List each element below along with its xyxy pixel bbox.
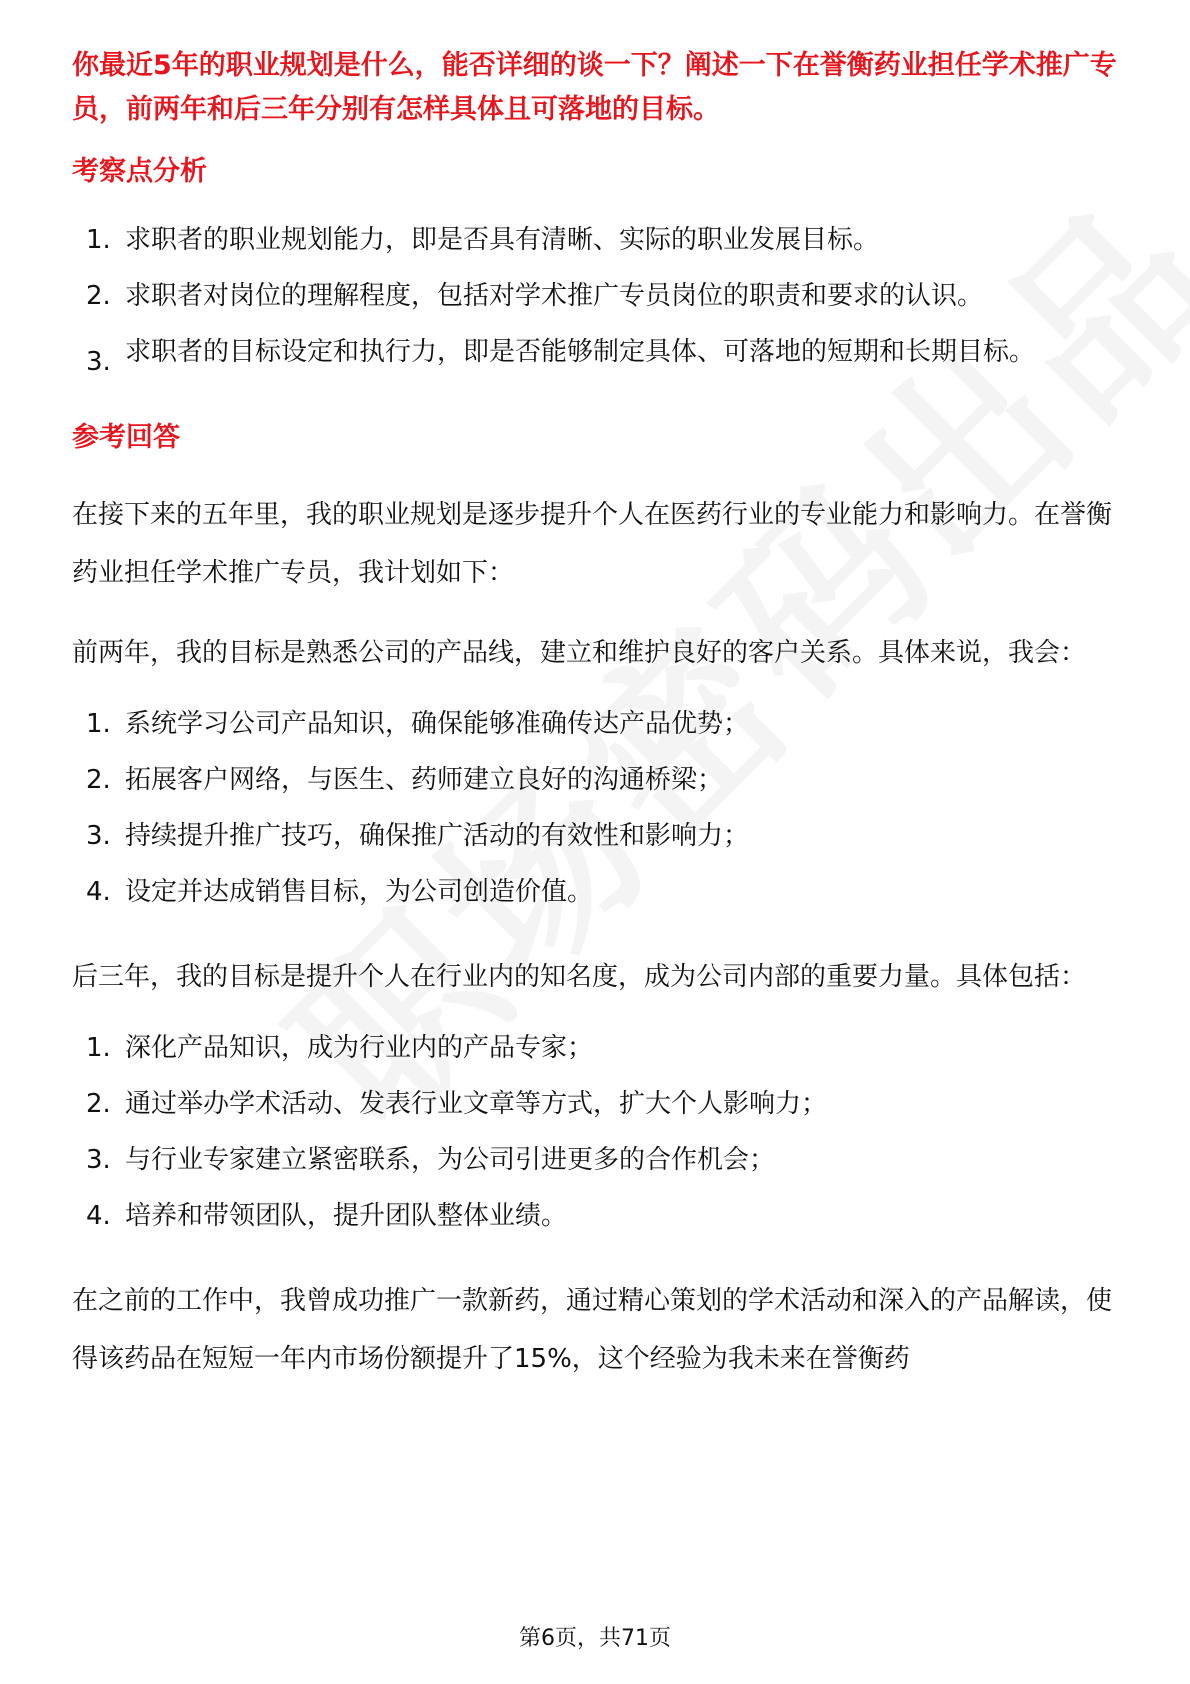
list-number: 3. [86, 347, 111, 377]
list-number: 2. [86, 765, 111, 795]
answer-heading: 参考回答 [72, 422, 180, 453]
list-item [72, 276, 1122, 316]
intro-paragraph: 在接下来的五年里，我的职业规划是逐步提升个人在医药行业的专业能力和影响力。在誉衡药业担任学术推广专员，我计划如下： [72, 500, 1113, 588]
list-item-text: 求职者对岗位的理解程度，包括对学术推广专员岗位的职责和要求的认识。 [125, 281, 984, 311]
list-item-text: 系统学习公司产品知识，确保能够准确传达产品优势； [125, 709, 750, 739]
experience-paragraph: 在之前的工作中，我曾成功推广一款新药，通过精心策划的学术活动和深入的产品解读，使得该药品在短短一年内市场份额提升了15%，这个经验为我未来在誉衡药 [72, 1286, 1113, 1374]
list-number: 1. [86, 225, 111, 255]
page-content [72, 44, 1122, 1388]
last-three-years-paragraph: 后三年，我的目标是提升个人在行业内的知名度，成为公司内部的重要力量。具体包括： [72, 962, 1087, 992]
list-item [72, 220, 1122, 260]
list-item [72, 1196, 1122, 1236]
list-item [72, 1028, 1122, 1068]
list-item-text: 求职者的目标设定和执行力，即是否能够制定具体、可落地的短期和长期目标。 [125, 337, 1036, 367]
list-number: 1. [86, 709, 111, 739]
page-number-footer: 第6页，共71页 [519, 1626, 671, 1651]
first-two-years-paragraph: 前两年，我的目标是熟悉公司的产品线，建立和维护良好的客户关系。具体来说，我会： [72, 638, 1087, 668]
last-three-years-list [72, 1028, 1122, 1236]
list-item-text: 设定并达成销售目标，为公司创造价值。 [125, 877, 594, 907]
list-number: 1. [86, 1033, 111, 1063]
list-item [72, 760, 1122, 800]
list-number: 4. [86, 877, 111, 907]
list-item-text: 求职者的职业规划能力，即是否具有清晰、实际的职业发展目标。 [125, 225, 880, 255]
analysis-list [72, 220, 1122, 382]
list-item [72, 704, 1122, 744]
list-item [72, 816, 1122, 856]
list-item-text: 通过举办学术活动、发表行业文章等方式，扩大个人影响力； [125, 1089, 828, 1119]
list-item-text: 与行业专家建立紧密联系，为公司引进更多的合作机会； [125, 1145, 776, 1175]
list-number: 2. [86, 281, 111, 311]
first-two-years-list [72, 704, 1122, 912]
list-number: 4. [86, 1201, 111, 1231]
list-item [72, 1140, 1122, 1180]
list-item [72, 1084, 1122, 1124]
list-number: 2. [86, 1089, 111, 1119]
list-item-text: 深化产品知识，成为行业内的产品专家； [125, 1033, 594, 1063]
analysis-heading: 考察点分析 [72, 156, 207, 187]
list-item [72, 872, 1122, 912]
list-number: 3. [86, 821, 111, 851]
list-item-text: 培养和带领团队，提升团队整体业绩。 [125, 1201, 568, 1231]
list-item-text: 拓展客户网络，与医生、药师建立良好的沟通桥梁； [125, 765, 724, 795]
list-item [72, 322, 1122, 382]
list-item-text: 持续提升推广技巧，确保推广活动的有效性和影响力； [125, 821, 750, 851]
interview-question: 你最近5年的职业规划是什么，能否详细的谈一下？阐述一下在誉衡药业担任学术推广专员，前两年和后三年分别有怎样具体且可落地的目标。 [72, 50, 1117, 125]
list-number: 3. [86, 1145, 111, 1175]
